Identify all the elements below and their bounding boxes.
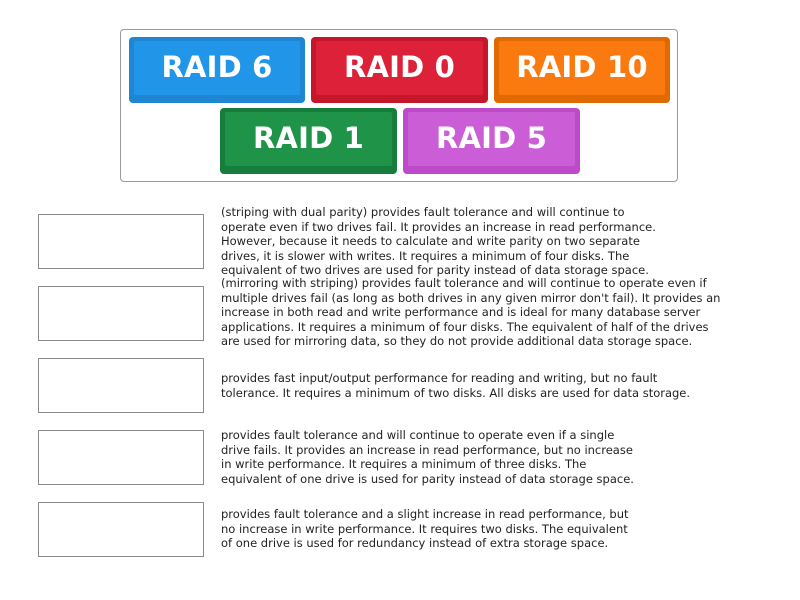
description-text-2: (mirroring with striping) provides fault tolerance and will continue to operate even if multiple drives fail (as long as both drives in any given mirror don't fail). It provides an increase in both read and write performance and is ideal for many database server applications. It requires a minimum of four disks. The equivalent of half of the drives are used for mirroring data, so they do not provide additional data storage space. (221, 276, 721, 348)
answer-tile-raid-10[interactable] (494, 37, 670, 103)
answer-drop-box-3[interactable] (38, 358, 204, 413)
answer-drop-box-4[interactable] (38, 430, 204, 485)
answer-tile-label: RAID 6 (161, 50, 273, 84)
answer-tile-label: RAID 10 (516, 50, 648, 84)
description-text-1: (striping with dual parity) provides fault tolerance and will continue to operate even if two drives fail. It provides an increase in read performance. However, because it needs to calculate and write parity on two separate drives, it is slower with writes. It requires a minimum of four disks. The equivalent of two drives are used for parity instead of data storage space. (221, 205, 656, 277)
answer-tile-raid-0[interactable] (311, 37, 488, 103)
answer-tile-label: RAID 5 (435, 121, 548, 155)
answer-tile-raid-1[interactable] (220, 108, 397, 174)
answer-tile-raid-6[interactable] (129, 37, 305, 103)
answer-tile-label: RAID 0 (343, 50, 456, 84)
answer-drop-box-2[interactable] (38, 286, 204, 341)
answer-tile-label: RAID 1 (252, 121, 365, 155)
answer-tile-raid-5[interactable] (403, 108, 580, 174)
description-text-4: provides fault tolerance and will continue to operate even if a single drive fails. It provides an increase in read performance, but no increase in write performance. It requires a minimum of three disks. The equivalent of one drive is used for parity instead of data storage space. (221, 428, 634, 486)
answer-drop-box-1[interactable] (38, 214, 204, 269)
description-text-3: provides fast input/output performance for reading and writing, but no fault tolerance. It requires a minimum of two disks. All disks are used for data storage. (221, 371, 691, 400)
description-text-5: provides fault tolerance and a slight increase in read performance, but no increase in write performance. It requires two disks. The equivalent of one drive is used for redundancy instead of extra storage space. (221, 507, 629, 550)
answer-drop-box-5[interactable] (38, 502, 204, 557)
